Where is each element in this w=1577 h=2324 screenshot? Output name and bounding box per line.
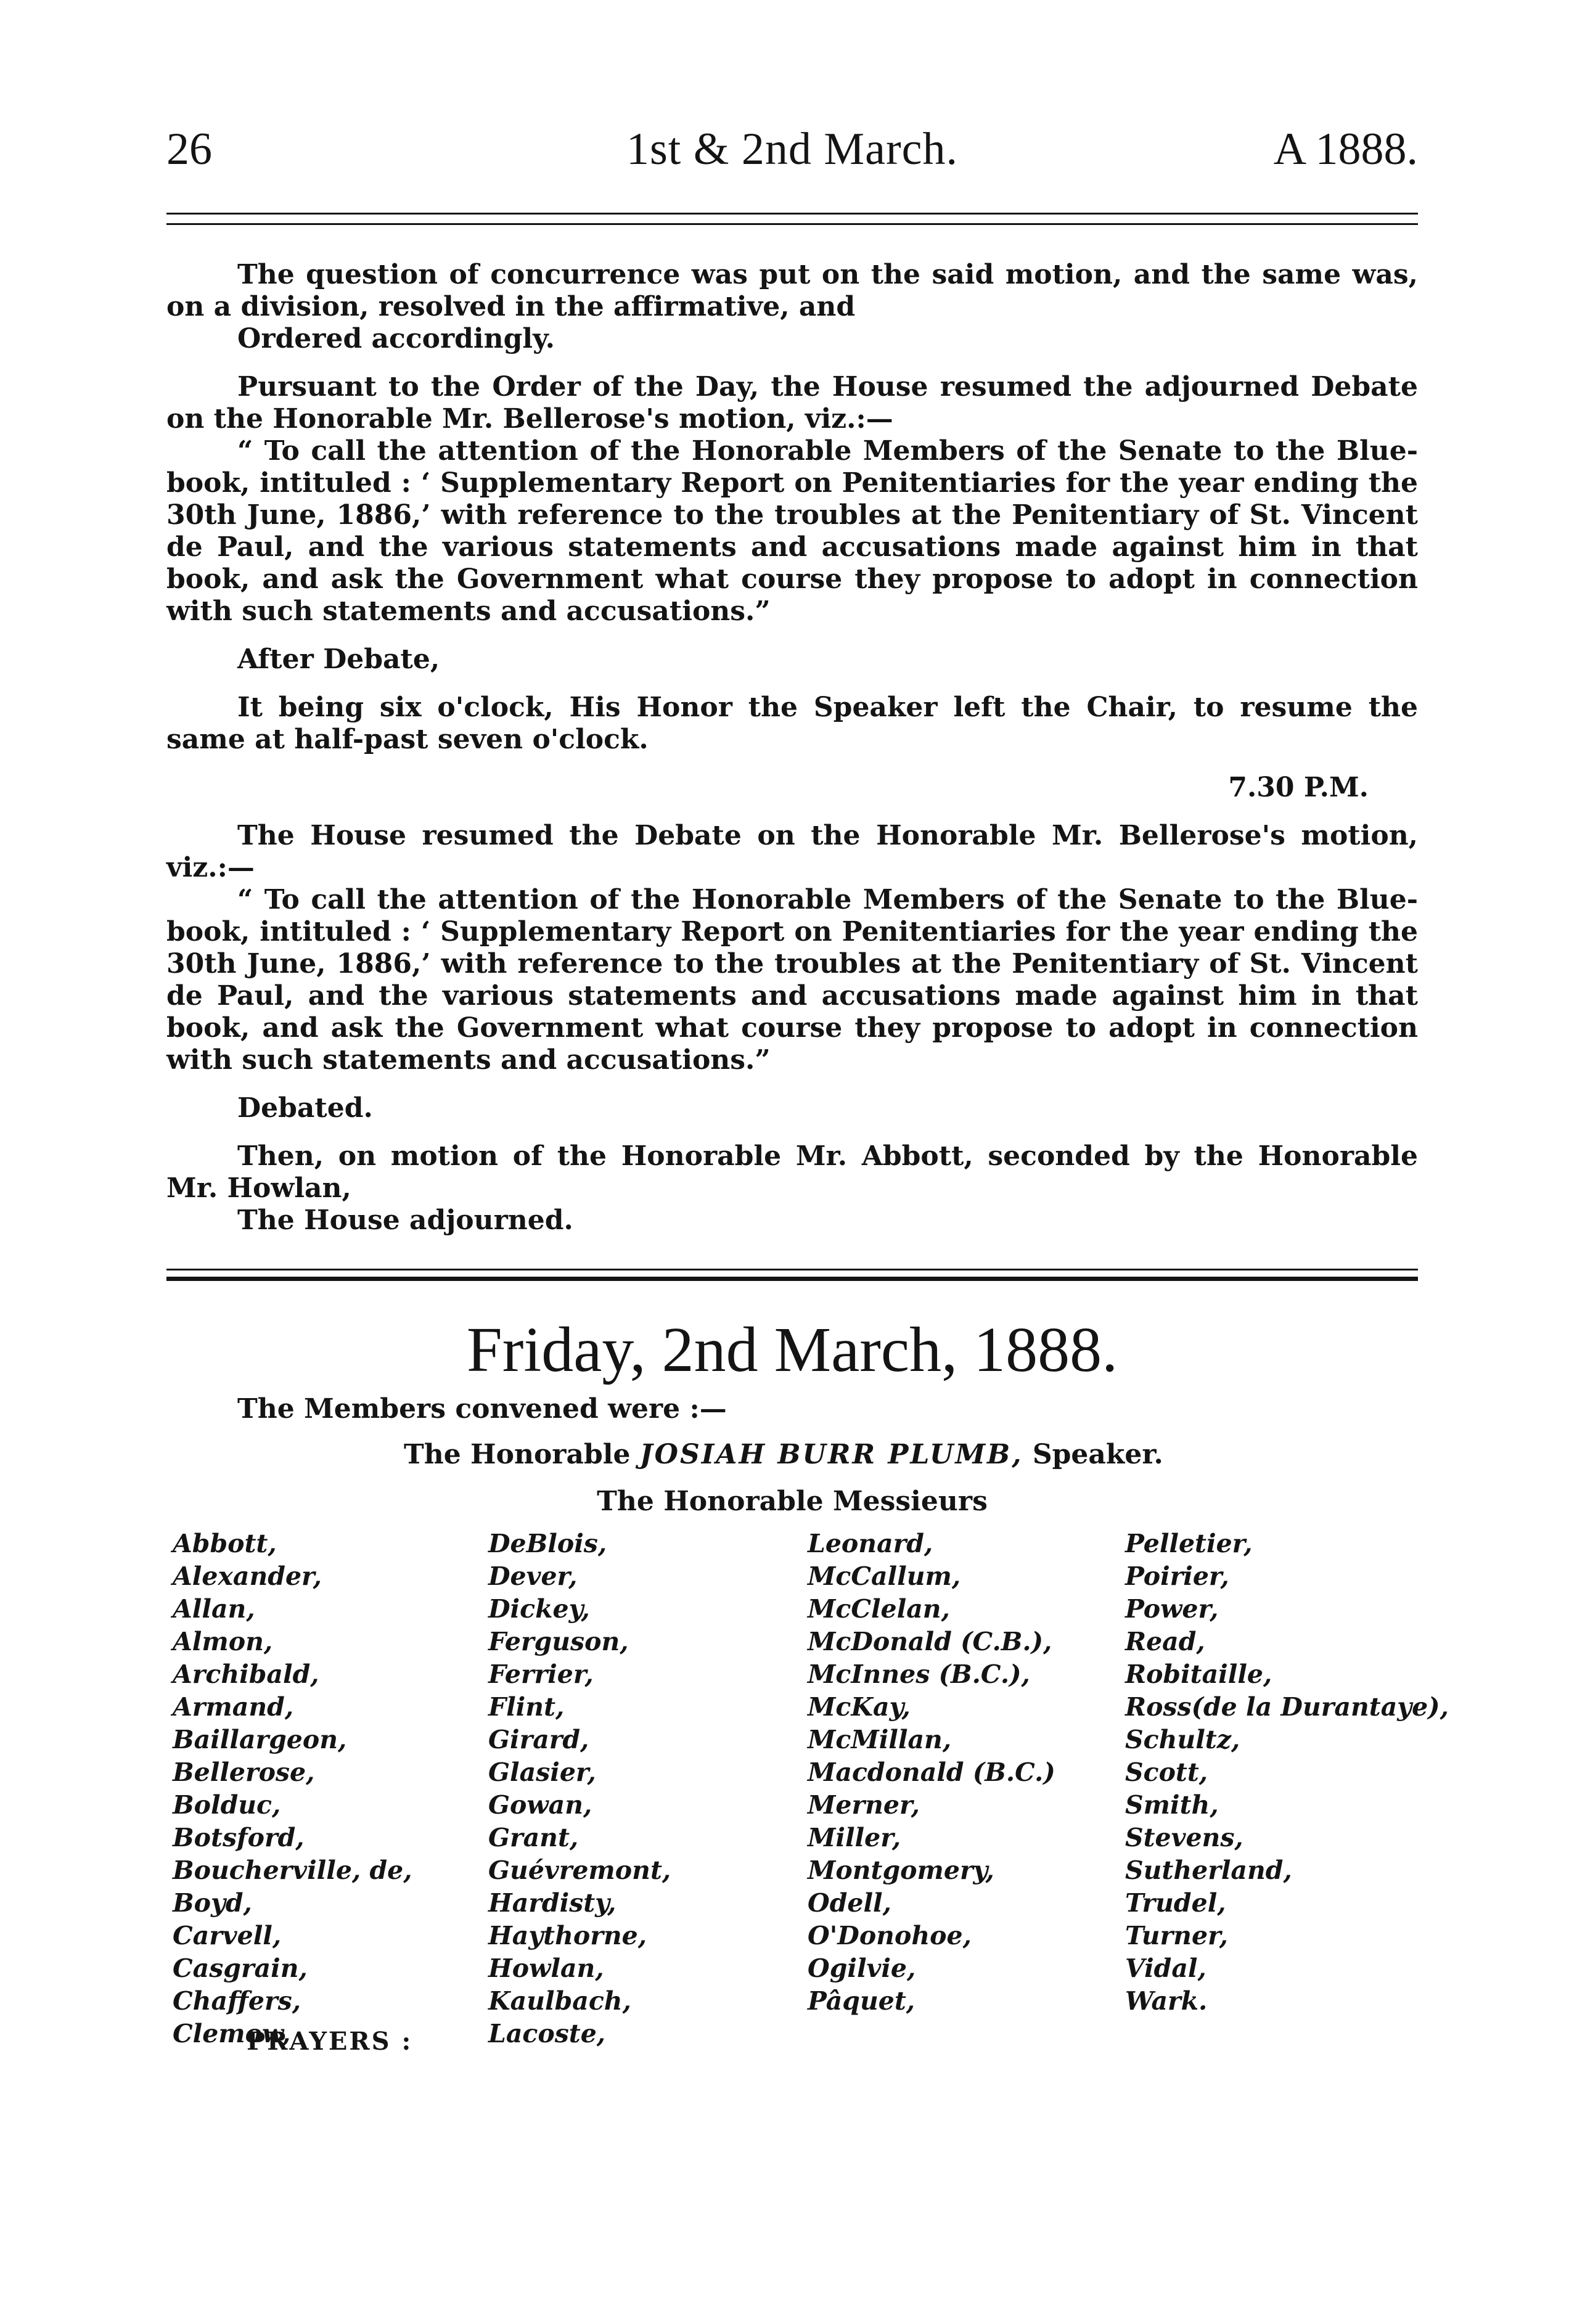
member-name: Pâquet,: [808, 1986, 915, 2016]
member-name: Turner,: [1125, 1921, 1228, 1950]
member-name: McKay,: [808, 1692, 911, 1722]
day-heading: Friday, 2nd March, 1888.: [466, 1314, 1118, 1385]
prayers-label: PRAYERS :: [247, 2027, 413, 2056]
speaker-name: JOSIAH BURR PLUMB,: [639, 1439, 1023, 1470]
member-name: Wark.: [1125, 1986, 1208, 2016]
member-name: Power,: [1125, 1594, 1219, 1624]
member-name: Flint,: [488, 1692, 565, 1722]
members-column-2: [488, 1528, 809, 2050]
motion-quote: “ To call the attention of the Honorable Members of the Senate to the Blue-book, intituled : ‘ Supplementary Report on Penitentiaries for the year ending the 30th June, 1886,’ with reference to the troubles at the Penitentiary of St. Vincent de Paul, and the various statements and accusations made against him in that book, and ask the Government what course they propose to adopt in connection with such statements and accusations.”: [166, 884, 1418, 1076]
member-name: Boucherville, de,: [173, 1856, 412, 1885]
member-name: Trudel,: [1125, 1888, 1226, 1918]
member-name: Montgomery,: [808, 1856, 994, 1885]
member-name: McInnes (B.C.),: [808, 1659, 1030, 1689]
member-name: Sutherland,: [1125, 1856, 1292, 1885]
member-name: Archibald,: [173, 1659, 319, 1689]
member-name: Boyd,: [173, 1888, 252, 1918]
member-name: Merner,: [808, 1790, 920, 1820]
members-column-3: [808, 1528, 1128, 2018]
member-name: Chaffers,: [173, 1986, 301, 2016]
year-label: A 1888.: [1273, 124, 1418, 174]
member-name: Dickey,: [488, 1594, 590, 1624]
member-name: DeBlois,: [488, 1529, 607, 1558]
member-name: Clemow,: [173, 2019, 291, 2048]
member-name: Guévremont,: [488, 1856, 671, 1885]
speaker-line: [404, 1439, 1163, 1471]
member-name: Grant,: [488, 1823, 579, 1852]
member-name: Odell,: [808, 1888, 891, 1918]
section-divider: [166, 1269, 1418, 1281]
member-name: Poirier,: [1125, 1561, 1229, 1591]
member-name: Dever,: [488, 1561, 578, 1591]
paragraph: It being six o'clock, His Honor the Speaker left the Chair, to resume the same at half-past seven o'clock.: [166, 692, 1418, 755]
member-name: Vidal,: [1125, 1954, 1206, 1983]
paragraph: Debated.: [237, 1092, 373, 1124]
member-name: Baillargeon,: [173, 1725, 347, 1754]
convened-line: The Members convened were :—: [237, 1393, 727, 1425]
member-name: Schultz,: [1125, 1725, 1240, 1754]
time-stamp: 7.30 P.M.: [1228, 772, 1369, 803]
member-name: Stevens,: [1125, 1823, 1243, 1852]
paragraph: The House adjourned.: [237, 1205, 573, 1236]
member-name: Hardisty,: [488, 1888, 616, 1918]
member-name: Kaulbach,: [488, 1986, 631, 2016]
running-title: 1st & 2nd March.: [626, 124, 959, 174]
member-name: Armand,: [173, 1692, 294, 1722]
member-name: Girard,: [488, 1725, 589, 1754]
member-name: Ogilvie,: [808, 1954, 916, 1983]
member-name: Bolduc,: [173, 1790, 281, 1820]
page-header: [166, 123, 1418, 179]
member-name: Alexander,: [173, 1561, 322, 1591]
speaker-prefix: The Honorable: [404, 1439, 631, 1470]
member-name: Lacoste,: [488, 2019, 606, 2048]
header-divider: [166, 213, 1418, 225]
member-name: Bellerose,: [173, 1757, 315, 1787]
motion-quote: “ To call the attention of the Honorable Members of the Senate to the Blue-book, intituled : ‘ Supplementary Report on Penitentiaries for the year ending the 30th June, 1886,’ with reference to the troubles at the Penitentiary of St. Vincent de Paul, and the various statements and accusations made against him in that book, and ask the Government what course they propose to adopt in connection with such statements and accusations.”: [166, 435, 1418, 627]
member-name: Macdonald (B.C.): [808, 1757, 1055, 1787]
proceedings-text: [166, 259, 1418, 1237]
paragraph: The question of concurrence was put on the said motion, and the same was, on a division, resolved in the affirmative, and: [166, 259, 1418, 322]
paragraph: The House resumed the Debate on the Honorable Mr. Bellerose's motion, viz.:—: [166, 820, 1418, 883]
member-name: Pelletier,: [1125, 1529, 1253, 1558]
member-name: McCallum,: [808, 1561, 961, 1591]
member-name: Smith,: [1125, 1790, 1219, 1820]
members-column-4: [1125, 1528, 1495, 2018]
paragraph: After Debate,: [237, 644, 440, 675]
member-name: Ferguson,: [488, 1627, 629, 1656]
members-column-1: [173, 1528, 493, 2050]
member-name: Howlan,: [488, 1954, 604, 1983]
member-name: Scott,: [1125, 1757, 1208, 1787]
member-name: Abbott,: [173, 1529, 277, 1558]
member-name: Casgrain,: [173, 1954, 308, 1983]
member-name: Glasier,: [488, 1757, 596, 1787]
member-name: O'Donohoe,: [808, 1921, 972, 1950]
member-name: Leonard,: [808, 1529, 933, 1558]
member-name: Ferrier,: [488, 1659, 594, 1689]
member-name: Ross(de la Durantaye),: [1125, 1692, 1449, 1722]
member-name: McMillan,: [808, 1725, 952, 1754]
member-name: McClelan,: [808, 1594, 950, 1624]
member-name: Almon,: [173, 1627, 273, 1656]
messieurs-heading: The Honorable Messieurs: [597, 1486, 988, 1517]
page-number: 26: [166, 124, 212, 174]
member-name: Gowan,: [488, 1790, 592, 1820]
paragraph: Ordered accordingly.: [237, 323, 555, 354]
member-name: Allan,: [173, 1594, 255, 1624]
member-name: Miller,: [808, 1823, 901, 1852]
member-name: Haythorne,: [488, 1921, 647, 1950]
member-name: Carvell,: [173, 1921, 282, 1950]
member-name: Botsford,: [173, 1823, 305, 1852]
member-name: McDonald (C.B.),: [808, 1627, 1052, 1656]
paragraph: Then, on motion of the Honorable Mr. Abbott, seconded by the Honorable Mr. Howlan,: [166, 1140, 1418, 1204]
member-name: Read,: [1125, 1627, 1205, 1656]
member-name: Robitaille,: [1125, 1659, 1272, 1689]
speaker-suffix: Speaker.: [1032, 1439, 1163, 1470]
paragraph: Pursuant to the Order of the Day, the House resumed the adjourned Debate on the Honorable Mr. Bellerose's motion, viz.:—: [166, 371, 1418, 435]
